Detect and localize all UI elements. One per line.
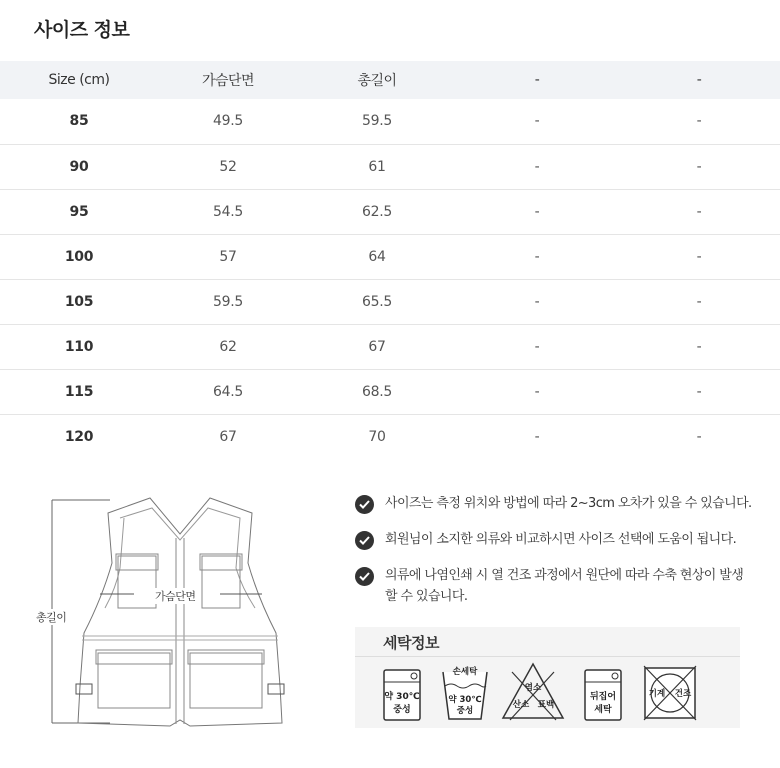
table-cell: -	[534, 428, 540, 445]
table-row	[0, 99, 780, 144]
size-cell: 120	[64, 428, 94, 445]
table-row	[0, 414, 780, 459]
header-chest: 가슴단면	[158, 61, 298, 99]
vest-diagram	[30, 488, 300, 738]
table-cell: 70	[368, 428, 386, 445]
table-cell: -	[618, 369, 780, 414]
size-cell: 95	[0, 189, 158, 234]
table-cell: -	[456, 324, 618, 369]
table-cell: 57	[158, 234, 298, 279]
hand-wash-icon	[440, 662, 490, 722]
washing-info	[355, 627, 740, 728]
table-row	[0, 324, 780, 369]
table-cell: 54.5	[158, 189, 298, 234]
header-size: Size (cm)	[0, 61, 158, 99]
note-text: 의류에 나염인쇄 시 열 건조 과정에서 원단에 따라 수축 현상이 발생할 수 있습니다.	[385, 568, 744, 604]
table-cell: -	[456, 144, 618, 189]
washing-title: 세탁정보	[355, 627, 740, 657]
table-cell: -	[456, 279, 618, 324]
header-blank-2: -	[618, 61, 780, 99]
hand-wash-label: 손세탁	[452, 667, 478, 677]
note-item	[355, 493, 755, 514]
table-cell: 59.5	[158, 279, 298, 324]
machine-wash-temp: 약 30℃	[384, 692, 420, 702]
page-title: 사이즈 정보	[34, 19, 130, 41]
table-cell: 67	[298, 324, 456, 369]
table-cell: -	[456, 234, 618, 279]
table-row	[0, 369, 780, 414]
no-bleach-icon	[500, 662, 566, 722]
table-row	[0, 234, 780, 279]
table-cell: -	[618, 234, 780, 279]
table-cell: -	[618, 279, 780, 324]
size-cell: 85	[0, 99, 158, 144]
machine-wash-detergent: 중성	[393, 705, 411, 715]
note-item	[355, 565, 755, 607]
table-row	[0, 279, 780, 324]
header-blank-1: -	[456, 61, 618, 99]
size-cell: 100	[0, 234, 158, 279]
inside-out-line1: 뒤집어	[589, 692, 617, 702]
table-cell: 67	[219, 428, 237, 445]
length-label: 총길이	[36, 611, 67, 624]
size-cell: 115	[0, 369, 158, 414]
table-cell: 64.5	[158, 369, 298, 414]
table-cell: -	[618, 144, 780, 189]
no-bleach-oxygen: 산소	[512, 700, 530, 710]
note-text: 회원님이 소지한 의류와 비교하시면 사이즈 선택에 도움이 됩니다.	[385, 532, 737, 547]
hand-wash-detergent: 중성	[456, 706, 474, 716]
table-cell: 49.5	[158, 99, 298, 144]
table-cell: 59.5	[298, 99, 456, 144]
table-cell: -	[456, 369, 618, 414]
chest-label: 가슴단면	[155, 590, 196, 603]
table-cell: 61	[298, 144, 456, 189]
table-header-row	[0, 61, 780, 99]
table-cell: 65.5	[298, 279, 456, 324]
size-notes	[355, 493, 755, 622]
no-bleach-chlorine: 염소	[524, 683, 542, 693]
table-cell: -	[456, 189, 618, 234]
check-icon	[355, 567, 374, 586]
table-row	[0, 144, 780, 189]
check-icon	[355, 531, 374, 550]
note-item	[355, 529, 755, 550]
size-cell: 110	[0, 324, 158, 369]
size-table	[0, 61, 780, 459]
inside-out-icon	[583, 662, 623, 722]
table-cell: 64	[298, 234, 456, 279]
note-text: 사이즈는 측정 위치와 방법에 따라 2~3cm 오차가 있을 수 있습니다.	[385, 496, 752, 511]
table-cell: 62	[158, 324, 298, 369]
table-cell: 68.5	[298, 369, 456, 414]
size-cell: 90	[0, 144, 158, 189]
table-cell: -	[456, 99, 618, 144]
table-cell: -	[618, 99, 780, 144]
table-row	[0, 189, 780, 234]
machine-wash-icon	[382, 662, 422, 722]
table-cell: -	[618, 324, 780, 369]
washing-icons	[355, 657, 740, 728]
no-bleach-label: 표백	[537, 700, 555, 710]
table-cell: 52	[158, 144, 298, 189]
no-tumble-machine: 기계	[648, 689, 666, 699]
no-tumble-dry-icon	[642, 662, 698, 722]
vest-drawing	[30, 488, 300, 738]
no-tumble-dry: 건조	[674, 689, 692, 699]
check-icon	[355, 495, 374, 514]
inside-out-line2: 세탁	[594, 705, 612, 715]
header-length: 총길이	[298, 61, 456, 99]
table-cell: 62.5	[298, 189, 456, 234]
hand-wash-temp: 약 30℃	[448, 695, 482, 705]
size-cell: 105	[0, 279, 158, 324]
table-cell: -	[618, 189, 780, 234]
table-cell: -	[696, 428, 702, 445]
